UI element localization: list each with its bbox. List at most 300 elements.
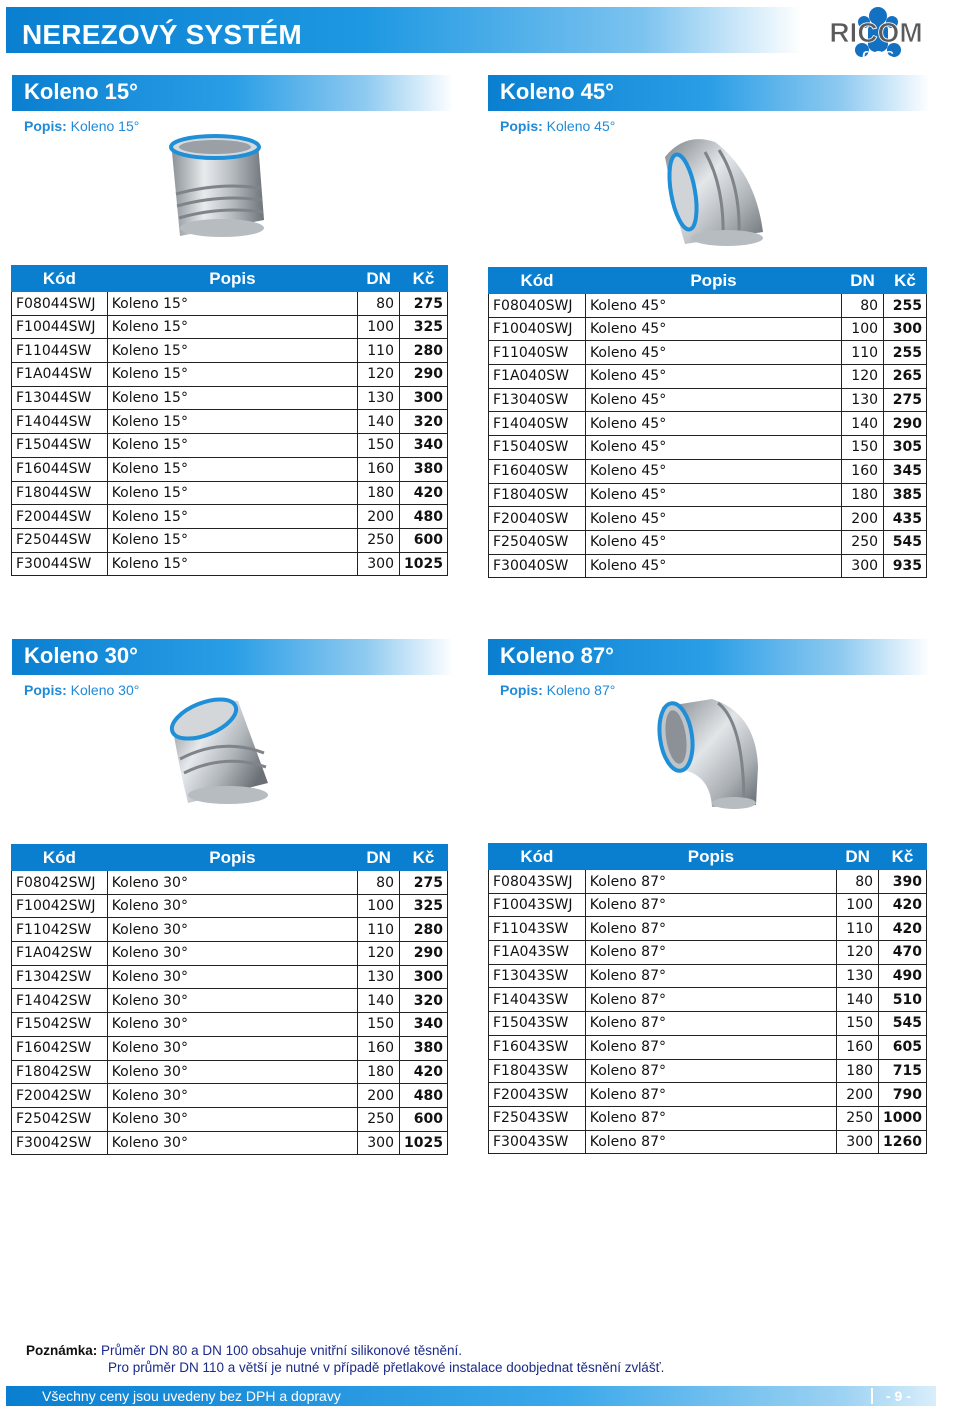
cell-dn: 300 xyxy=(358,1131,400,1155)
table-row xyxy=(489,988,927,1012)
table-row xyxy=(12,410,448,434)
column-code: Kód xyxy=(489,268,586,294)
column-dn: DN xyxy=(837,844,879,870)
cell-desc: Koleno 30° xyxy=(107,1036,358,1060)
cell-code: F15042SW xyxy=(12,1013,108,1037)
cell-dn: 110 xyxy=(837,917,879,941)
elbow-45-image xyxy=(655,132,770,250)
cell-code: F20042SW xyxy=(12,1084,108,1108)
section-title: Koleno 45° xyxy=(500,79,614,104)
desc-label: Popis: xyxy=(24,682,67,698)
cell-code: F11042SW xyxy=(12,918,108,942)
cell-dn: 130 xyxy=(837,964,879,988)
cell-dn: 160 xyxy=(358,457,400,481)
cell-code: F08040SWJ xyxy=(489,294,586,318)
cell-code: F25043SW xyxy=(489,1106,586,1130)
cell-dn: 200 xyxy=(842,507,884,531)
cell-code: F25044SW xyxy=(12,528,108,552)
cell-code: F18040SW xyxy=(489,483,586,507)
cell-desc: Koleno 87° xyxy=(585,1130,836,1154)
cell-desc: Koleno 15° xyxy=(107,505,358,529)
cell-dn: 120 xyxy=(358,942,400,966)
table-body xyxy=(489,870,927,1154)
cell-price: 385 xyxy=(884,483,927,507)
cell-code: F30044SW xyxy=(12,552,108,576)
cell-dn: 200 xyxy=(358,505,400,529)
column-dn: DN xyxy=(358,845,400,871)
cell-code: F11040SW xyxy=(489,341,586,365)
desc-value: Koleno 15° xyxy=(70,118,140,134)
cell-dn: 140 xyxy=(842,412,884,436)
table-row xyxy=(489,341,927,365)
cell-desc: Koleno 87° xyxy=(585,1035,836,1059)
table-row xyxy=(489,1083,927,1107)
cell-dn: 110 xyxy=(358,918,400,942)
footer-text: Všechny ceny jsou uvedeny bez DPH a dopravy xyxy=(42,1388,341,1404)
column-desc: Popis xyxy=(585,268,841,294)
cell-desc: Koleno 30° xyxy=(107,1107,358,1131)
table-header-row xyxy=(12,845,448,871)
cell-code: F13042SW xyxy=(12,965,108,989)
table-row xyxy=(12,894,448,918)
note-text-1: Průměr DN 80 a DN 100 obsahuje vnitřní silikonové těsnění. xyxy=(101,1343,462,1358)
cell-dn: 150 xyxy=(358,1013,400,1037)
table-row xyxy=(12,871,448,895)
table-row xyxy=(12,942,448,966)
cell-code: F10040SWJ xyxy=(489,317,586,341)
cell-price: 1000 xyxy=(879,1106,927,1130)
table-row xyxy=(12,481,448,505)
cell-dn: 180 xyxy=(842,483,884,507)
cell-dn: 110 xyxy=(842,341,884,365)
table-row xyxy=(489,554,927,578)
cell-dn: 80 xyxy=(842,294,884,318)
table-row xyxy=(489,483,927,507)
cell-dn: 150 xyxy=(837,1012,879,1036)
cell-desc: Koleno 87° xyxy=(585,893,836,917)
cell-desc: Koleno 45° xyxy=(585,388,841,412)
cell-desc: Koleno 87° xyxy=(585,941,836,965)
cell-dn: 80 xyxy=(358,871,400,895)
page-number: - 9 - xyxy=(886,1388,911,1404)
cell-dn: 180 xyxy=(837,1059,879,1083)
cell-desc: Koleno 87° xyxy=(585,1106,836,1130)
cell-price: 290 xyxy=(400,363,448,387)
cell-price: 305 xyxy=(884,436,927,460)
column-dn: DN xyxy=(842,268,884,294)
cell-price: 480 xyxy=(400,505,448,529)
logo-text-bottom: gas xyxy=(861,45,895,67)
cell-price: 340 xyxy=(400,1013,448,1037)
table-header-row xyxy=(12,266,448,292)
table-row xyxy=(489,317,927,341)
table-row xyxy=(12,965,448,989)
cell-price: 1025 xyxy=(400,552,448,576)
cell-code: F25040SW xyxy=(489,530,586,554)
cell-price: 290 xyxy=(400,942,448,966)
table-row xyxy=(489,870,927,894)
cell-price: 545 xyxy=(884,530,927,554)
cell-desc: Koleno 87° xyxy=(585,1083,836,1107)
column-dn: DN xyxy=(358,266,400,292)
table-row xyxy=(12,457,448,481)
cell-price: 300 xyxy=(884,317,927,341)
desc-label: Popis: xyxy=(500,682,543,698)
price-table-koleno-45 xyxy=(488,267,927,578)
table-row xyxy=(12,1036,448,1060)
cell-price: 340 xyxy=(400,434,448,458)
table-row xyxy=(489,964,927,988)
column-code: Kód xyxy=(12,266,108,292)
cell-desc: Koleno 87° xyxy=(585,1012,836,1036)
table-row xyxy=(12,1060,448,1084)
note xyxy=(26,1342,664,1376)
cell-code: F30040SW xyxy=(489,554,586,578)
cell-code: F16044SW xyxy=(12,457,108,481)
column-desc: Popis xyxy=(585,844,836,870)
cell-code: F1A040SW xyxy=(489,365,586,389)
desc-value: Koleno 45° xyxy=(546,118,616,134)
desc-value: Koleno 87° xyxy=(546,682,616,698)
cell-code: F18043SW xyxy=(489,1059,586,1083)
cell-price: 545 xyxy=(879,1012,927,1036)
cell-code: F18044SW xyxy=(12,481,108,505)
column-price: Kč xyxy=(400,266,448,292)
table-row xyxy=(489,530,927,554)
cell-desc: Koleno 15° xyxy=(107,292,358,316)
section-title: Koleno 30° xyxy=(24,643,138,668)
cell-code: F16042SW xyxy=(12,1036,108,1060)
cell-price: 280 xyxy=(400,918,448,942)
cell-code: F1A043SW xyxy=(489,941,586,965)
cell-price: 300 xyxy=(400,386,448,410)
cell-price: 275 xyxy=(400,871,448,895)
cell-code: F20043SW xyxy=(489,1083,586,1107)
cell-price: 490 xyxy=(879,964,927,988)
table-row xyxy=(489,412,927,436)
cell-dn: 100 xyxy=(358,315,400,339)
cell-price: 435 xyxy=(884,507,927,531)
cell-desc: Koleno 45° xyxy=(585,341,841,365)
table-row xyxy=(489,1059,927,1083)
note-text-2: Pro průměr DN 110 a větší je nutné v případě přetlakové instalace doobjednat těsnění zvlášť. xyxy=(108,1360,665,1375)
table-header-row xyxy=(489,844,927,870)
cell-dn: 160 xyxy=(837,1035,879,1059)
cell-desc: Koleno 30° xyxy=(107,894,358,918)
cell-desc: Koleno 15° xyxy=(107,339,358,363)
table-row xyxy=(12,292,448,316)
logo-text-top: RICOM xyxy=(829,17,923,48)
note-label: Poznámka: xyxy=(26,1343,98,1358)
cell-code: F15040SW xyxy=(489,436,586,460)
price-table-koleno-87 xyxy=(488,843,927,1154)
cell-desc: Koleno 45° xyxy=(585,412,841,436)
cell-price: 510 xyxy=(879,988,927,1012)
table-row xyxy=(12,528,448,552)
cell-desc: Koleno 15° xyxy=(107,481,358,505)
table-row xyxy=(489,893,927,917)
cell-desc: Koleno 30° xyxy=(107,965,358,989)
cell-code: F16043SW xyxy=(489,1035,586,1059)
table-row xyxy=(489,388,927,412)
section-description xyxy=(24,682,139,698)
cell-desc: Koleno 45° xyxy=(585,483,841,507)
cell-price: 420 xyxy=(400,481,448,505)
cell-dn: 250 xyxy=(358,528,400,552)
column-desc: Popis xyxy=(107,845,358,871)
table-row xyxy=(489,459,927,483)
cell-desc: Koleno 87° xyxy=(585,870,836,894)
cell-desc: Koleno 45° xyxy=(585,530,841,554)
cell-desc: Koleno 87° xyxy=(585,964,836,988)
cell-dn: 140 xyxy=(358,989,400,1013)
table-row xyxy=(12,1107,448,1131)
desc-label: Popis: xyxy=(24,118,67,134)
cell-desc: Koleno 15° xyxy=(107,410,358,434)
cell-desc: Koleno 30° xyxy=(107,1084,358,1108)
cell-price: 715 xyxy=(879,1059,927,1083)
section-title: Koleno 87° xyxy=(500,643,614,668)
cell-code: F30043SW xyxy=(489,1130,586,1154)
table-row xyxy=(12,552,448,576)
cell-desc: Koleno 30° xyxy=(107,871,358,895)
cell-code: F11044SW xyxy=(12,339,108,363)
table-row xyxy=(489,365,927,389)
cell-price: 420 xyxy=(879,917,927,941)
cell-dn: 250 xyxy=(842,530,884,554)
cell-price: 1260 xyxy=(879,1130,927,1154)
cell-dn: 100 xyxy=(842,317,884,341)
cell-dn: 250 xyxy=(837,1106,879,1130)
column-price: Kč xyxy=(400,845,448,871)
cell-price: 1025 xyxy=(400,1131,448,1155)
cell-desc: Koleno 87° xyxy=(585,917,836,941)
header-bar xyxy=(6,7,802,53)
cell-price: 600 xyxy=(400,528,448,552)
cell-price: 325 xyxy=(400,315,448,339)
cell-dn: 180 xyxy=(358,1060,400,1084)
desc-value: Koleno 30° xyxy=(70,682,140,698)
section-description xyxy=(500,118,615,134)
section-title: Koleno 15° xyxy=(24,79,138,104)
desc-label: Popis: xyxy=(500,118,543,134)
cell-code: F1A044SW xyxy=(12,363,108,387)
cell-price: 390 xyxy=(879,870,927,894)
cell-desc: Koleno 30° xyxy=(107,1060,358,1084)
cell-desc: Koleno 15° xyxy=(107,386,358,410)
table-row xyxy=(489,1106,927,1130)
elbow-87-image xyxy=(652,693,764,811)
cell-dn: 80 xyxy=(358,292,400,316)
table-row xyxy=(12,1013,448,1037)
cell-code: F16040SW xyxy=(489,459,586,483)
table-header-row xyxy=(489,268,927,294)
cell-price: 275 xyxy=(884,388,927,412)
cell-price: 265 xyxy=(884,365,927,389)
table-row xyxy=(12,339,448,363)
cell-code: F14043SW xyxy=(489,988,586,1012)
cell-price: 280 xyxy=(400,339,448,363)
cell-code: F30042SW xyxy=(12,1131,108,1155)
cell-dn: 300 xyxy=(358,552,400,576)
cell-dn: 120 xyxy=(842,365,884,389)
cell-code: F20040SW xyxy=(489,507,586,531)
cell-desc: Koleno 30° xyxy=(107,1131,358,1155)
cell-desc: Koleno 45° xyxy=(585,436,841,460)
cell-price: 255 xyxy=(884,341,927,365)
table-row xyxy=(489,507,927,531)
cell-code: F15044SW xyxy=(12,434,108,458)
cell-desc: Koleno 30° xyxy=(107,989,358,1013)
cell-desc: Koleno 87° xyxy=(585,988,836,1012)
table-row xyxy=(489,436,927,460)
cell-price: 600 xyxy=(400,1107,448,1131)
cell-desc: Koleno 45° xyxy=(585,317,841,341)
table-body xyxy=(489,294,927,578)
table-row xyxy=(489,1012,927,1036)
cell-price: 480 xyxy=(400,1084,448,1108)
footer-bar xyxy=(6,1386,936,1406)
table-body xyxy=(12,871,448,1155)
footer-separator xyxy=(871,1388,873,1404)
cell-desc: Koleno 45° xyxy=(585,554,841,578)
cell-dn: 120 xyxy=(358,363,400,387)
cell-code: F08042SWJ xyxy=(12,871,108,895)
price-table-koleno-30 xyxy=(11,844,448,1155)
section-header-koleno-45 xyxy=(488,75,930,111)
cell-code: F18042SW xyxy=(12,1060,108,1084)
cell-price: 320 xyxy=(400,410,448,434)
elbow-15-image xyxy=(160,132,275,247)
cell-dn: 250 xyxy=(358,1107,400,1131)
cell-dn: 200 xyxy=(837,1083,879,1107)
cell-code: F10044SWJ xyxy=(12,315,108,339)
price-table-koleno-15 xyxy=(11,265,448,576)
section-description xyxy=(24,118,139,134)
cell-price: 470 xyxy=(879,941,927,965)
cell-price: 420 xyxy=(400,1060,448,1084)
cell-code: F14044SW xyxy=(12,410,108,434)
cell-desc: Koleno 45° xyxy=(585,365,841,389)
cell-desc: Koleno 45° xyxy=(585,294,841,318)
cell-code: F13044SW xyxy=(12,386,108,410)
table-row xyxy=(489,917,927,941)
cell-desc: Koleno 15° xyxy=(107,363,358,387)
table-row xyxy=(489,941,927,965)
cell-code: F10042SWJ xyxy=(12,894,108,918)
table-row xyxy=(12,918,448,942)
cell-desc: Koleno 30° xyxy=(107,942,358,966)
cell-desc: Koleno 15° xyxy=(107,528,358,552)
page-title: NEREZOVÝ SYSTÉM xyxy=(22,19,302,50)
cell-desc: Koleno 15° xyxy=(107,552,358,576)
cell-code: F1A042SW xyxy=(12,942,108,966)
column-price: Kč xyxy=(884,268,927,294)
cell-price: 380 xyxy=(400,1036,448,1060)
column-code: Kód xyxy=(12,845,108,871)
cell-code: F08044SWJ xyxy=(12,292,108,316)
cell-dn: 150 xyxy=(358,434,400,458)
cell-price: 325 xyxy=(400,894,448,918)
cell-code: F14042SW xyxy=(12,989,108,1013)
cell-code: F20044SW xyxy=(12,505,108,529)
column-price: Kč xyxy=(879,844,927,870)
cell-dn: 120 xyxy=(837,941,879,965)
cell-desc: Koleno 45° xyxy=(585,507,841,531)
cell-price: 345 xyxy=(884,459,927,483)
section-header-koleno-15 xyxy=(12,75,454,111)
cell-dn: 300 xyxy=(842,554,884,578)
section-description xyxy=(500,682,615,698)
cell-price: 320 xyxy=(400,989,448,1013)
cell-price: 300 xyxy=(400,965,448,989)
table-row xyxy=(12,1131,448,1155)
cell-desc: Koleno 15° xyxy=(107,315,358,339)
table-row xyxy=(489,1130,927,1154)
cell-code: F08043SWJ xyxy=(489,870,586,894)
cell-dn: 100 xyxy=(358,894,400,918)
cell-price: 255 xyxy=(884,294,927,318)
cell-dn: 180 xyxy=(358,481,400,505)
cell-code: F13043SW xyxy=(489,964,586,988)
cell-code: F11043SW xyxy=(489,917,586,941)
cell-dn: 140 xyxy=(358,410,400,434)
cell-price: 790 xyxy=(879,1083,927,1107)
table-body xyxy=(12,292,448,576)
cell-desc: Koleno 87° xyxy=(585,1059,836,1083)
cell-dn: 200 xyxy=(358,1084,400,1108)
cell-code: F13040SW xyxy=(489,388,586,412)
cell-dn: 150 xyxy=(842,436,884,460)
table-row xyxy=(489,294,927,318)
cell-code: F25042SW xyxy=(12,1107,108,1131)
table-row xyxy=(12,315,448,339)
table-row xyxy=(12,363,448,387)
cell-dn: 300 xyxy=(837,1130,879,1154)
cell-dn: 160 xyxy=(358,1036,400,1060)
cell-code: F10043SWJ xyxy=(489,893,586,917)
cell-desc: Koleno 45° xyxy=(585,459,841,483)
column-desc: Popis xyxy=(107,266,358,292)
section-header-koleno-30 xyxy=(12,639,454,675)
cell-dn: 140 xyxy=(837,988,879,1012)
table-row xyxy=(12,386,448,410)
elbow-30-image xyxy=(160,693,275,811)
cell-dn: 130 xyxy=(358,386,400,410)
table-row xyxy=(12,505,448,529)
cell-dn: 160 xyxy=(842,459,884,483)
cell-desc: Koleno 30° xyxy=(107,1013,358,1037)
table-row xyxy=(12,1084,448,1108)
section-header-koleno-87 xyxy=(488,639,930,675)
cell-desc: Koleno 15° xyxy=(107,434,358,458)
cell-price: 935 xyxy=(884,554,927,578)
cell-desc: Koleno 30° xyxy=(107,918,358,942)
cell-dn: 130 xyxy=(842,388,884,412)
cell-dn: 80 xyxy=(837,870,879,894)
cell-price: 290 xyxy=(884,412,927,436)
table-row xyxy=(12,989,448,1013)
cell-code: F14040SW xyxy=(489,412,586,436)
cell-price: 380 xyxy=(400,457,448,481)
table-row xyxy=(489,1035,927,1059)
cell-dn: 100 xyxy=(837,893,879,917)
cell-dn: 130 xyxy=(358,965,400,989)
cell-desc: Koleno 15° xyxy=(107,457,358,481)
note-line-1 xyxy=(26,1342,664,1359)
ricom-gas-logo xyxy=(806,4,946,68)
cell-price: 605 xyxy=(879,1035,927,1059)
